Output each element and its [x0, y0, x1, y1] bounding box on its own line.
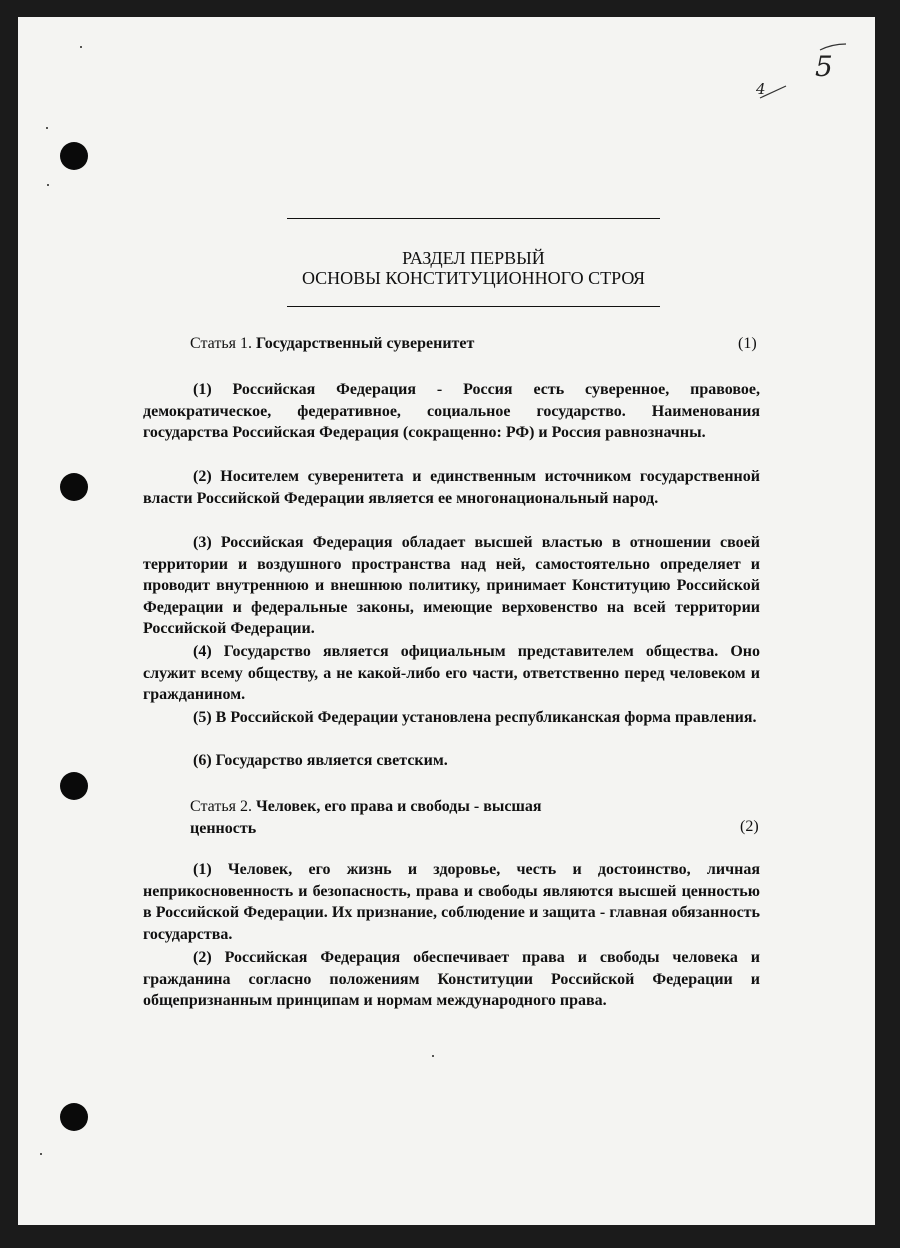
article-title: Государственный суверенитет: [255, 335, 475, 352]
article-prefix: Статья 1.: [190, 335, 252, 352]
section-subtitle: ОСНОВЫ КОНСТИТУЦИОННОГО СТРОЯ: [301, 268, 646, 288]
article-title-continued: ценность: [190, 820, 257, 837]
article-heading: [190, 333, 474, 355]
article-paragraph: (2) Носителем суверенитета и единственным источником государственной власти Российской Федерации является ее многонациональный народ.: [143, 468, 760, 507]
scan-speck: [432, 1055, 434, 1057]
article-paragraph: (2) Российская Федерация обеспечивает права и свободы человека и гражданина согласно положениям Конституции Российской Федерации и общепризнанным принципам и нормам международного права.: [143, 949, 760, 1010]
article-number: (1): [738, 335, 757, 352]
section-bottom-rule: [287, 306, 660, 307]
punch-hole: [60, 473, 88, 501]
section-title: РАЗДЕЛ ПЕРВЫЙ: [402, 248, 545, 268]
scan-speck: [80, 46, 82, 48]
scan-speck: [46, 127, 48, 129]
article-paragraph: (6) Государство является светским.: [193, 752, 448, 769]
article-number: (2): [740, 818, 759, 835]
article-title: Человек, его права и свободы - высшая: [255, 798, 542, 815]
printed-page-number: 4: [756, 80, 766, 98]
article-paragraph: (5) В Российской Федерации установлена республиканская форма правления.: [193, 709, 757, 726]
article-paragraph: (3) Российская Федерация обладает высшей властью в отношении своей территории и воздушного пространства над ней, самостоятельно определяет и проводит внутреннюю и внешнюю политику, принимает Конституцию Российской Федерации и федеральные законы, имеющие верховенство на всей территории Российской Федерации.: [143, 534, 760, 638]
section-top-rule: [287, 218, 660, 219]
punch-hole: [60, 142, 88, 170]
pen-stroke: [818, 40, 848, 54]
article-heading: [190, 796, 542, 840]
article-paragraph: (1) Человек, его жизнь и здоровье, честь и достоинство, личная неприкосновенность и безопасность, права и свободы являются высшей ценностью в Российской Федерации. Их признание, соблюдение и защита - главная обязанность государства.: [143, 861, 760, 943]
pen-stroke: [758, 82, 788, 102]
punch-hole: [60, 1103, 88, 1131]
punch-hole: [60, 772, 88, 800]
article-paragraph: (1) Российская Федерация - Россия есть суверенное, правовое, демократическое, федеративное, социальное государство. Наименования государства Российская Федерация (сокращенно: РФ) и Россия равнозначны.: [143, 381, 760, 442]
scan-speck: [40, 1153, 42, 1155]
article-prefix: Статья 2.: [190, 798, 252, 815]
handwritten-page-number: 5: [815, 50, 833, 83]
scan-speck: [47, 184, 49, 186]
article-paragraph: (4) Государство является официальным представителем общества. Оно служит всему обществу, а не какой-либо его части, ответственно перед человеком и гражданином.: [143, 643, 760, 704]
